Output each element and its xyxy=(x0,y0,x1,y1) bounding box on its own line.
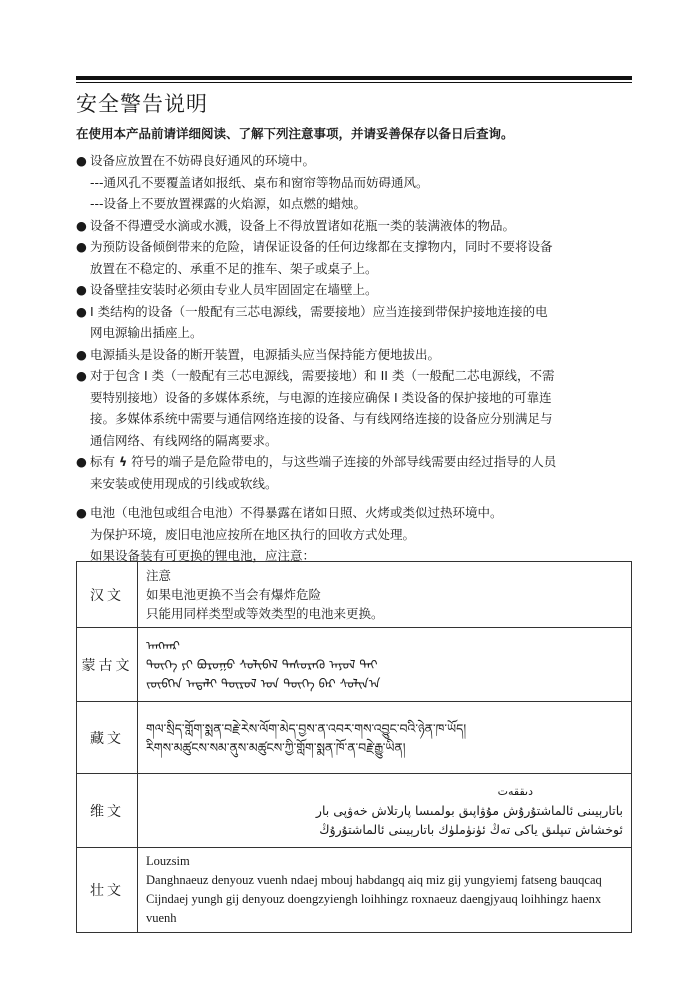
table-row xyxy=(77,774,632,848)
language-label: 藏文 xyxy=(77,702,138,774)
battery-warning-table xyxy=(76,561,632,933)
top-rule-thin xyxy=(76,82,632,83)
page-title: 安全警告说明 xyxy=(76,92,208,116)
warning-text: دىققەت باتارېيىنى ئالماشتۇرۇش مۇۋاپىق بولمىسا پارتلاش خەۋپى بار ئوخشاش تىپلىق ياكى تەڭ ئۈنۈملۈك باتارېيىنى ئالماشتۇرۇڭ xyxy=(138,774,632,848)
list-item: ● 对于包含 I 类（一般配有三芯电源线，需要接地）和 II 类（一般配二芯电源线，不需 要特别接地）设备的多媒体系统，与电源的连接应确保 I 类设备的保护接地的可靠连 接。多媒体系统中需要与通信网络连接的设备、与有线网络连接的设备应分别满足与 通信网络、有线网络的隔离要求。 xyxy=(76,365,636,451)
list-item: ● 设备不得遭受水滴或水溅，设备上不得放置诸如花瓶一类的装满液体的物品。 xyxy=(76,215,636,237)
list-subitem: ---通风孔不要覆盖诸如报纸、桌布和窗帘等物品而妨碍通风。 xyxy=(90,174,429,190)
language-label: 蒙古文 xyxy=(77,628,138,702)
list-item: ● 为预防设备倾倒带来的危险，请保证设备的任何边缘都在支撑物内，同时不要将设备 放置在不稳定的、承重不足的推车、架子或桌子上。 xyxy=(76,236,636,279)
warning-text: གལ་སྲིད་གློག་སྨན་བརྗེ་རེས་ལོག་མེད་བྱས་ན་འབར་གས་འབྱུང་བའི་ཉེན་ཁ་ཡོད། རིགས་མཚུངས་སམ་ནུས་མཚུངས་ཀྱི་གློག་སྨན་ཁོ་ན་བརྗེ་རྒྱུ་ཡིན། xyxy=(138,702,632,774)
bullet-icon: ● xyxy=(76,239,87,254)
table-row xyxy=(77,562,632,628)
language-label: 维文 xyxy=(77,774,138,848)
bullet-icon: ● xyxy=(76,282,87,297)
table-row xyxy=(77,702,632,774)
list-item: ● 电池（电池包或组合电池）不得暴露在诸如日照、火烤或类似过热环境中。 为保护环境，废旧电池应按所在地区执行的回收方式处理。 如果设备装有可更换的锂电池，应注意： xyxy=(76,502,636,567)
list-item: ● 标有 ϟ 符号的端子是危险带电的，与这些端子连接的外部导线需要由经过指导的人员 来安装或使用现成的引线或软线。 xyxy=(76,451,636,494)
list-item: ● 设备壁挂安装时必须由专业人员牢固固定在墙壁上。 xyxy=(76,279,636,301)
warning-list xyxy=(76,150,636,567)
bullet-icon: ● xyxy=(76,454,87,469)
bullet-icon: ● xyxy=(76,153,87,168)
bullet-icon: ● xyxy=(76,505,87,520)
table-row xyxy=(77,628,632,702)
bullet-icon: ● xyxy=(76,217,87,233)
table-row xyxy=(77,848,632,933)
warning-text: ᠠᠩᠬᠠᠷ ᠲᠦᠭᠡ ᠶᠢ ᠪᠤᠷᠤᠭᠤ ᠰᠣᠯᠢᠪᠠᠯ ᠲᠡᠰᠦᠷᠡᠬᠦ ᠠᠶᠤᠯ ᠲᠠᠢ ᠵᠥᠪᠬᠡᠨ ᠠᠳᠠᠯᠢ ᠲᠦᠷᠦᠯ ᠤᠨ ᠲᠦᠭᠡ ᠪᠡᠷ ᠰᠣᠯᠢᠨ᠎ᠠ xyxy=(138,628,632,702)
language-label: 汉文 xyxy=(77,562,138,628)
bullet-icon: ● xyxy=(76,303,87,319)
language-label: 壮文 xyxy=(77,848,138,933)
list-item: ● I 类结构的设备（一般配有三芯电源线，需要接地）应当连接到带保护接地连接的电 网电源输出插座上。 xyxy=(76,301,636,344)
bullet-icon: ● xyxy=(76,346,87,362)
top-rule-thick xyxy=(76,76,632,80)
warning-text: Louzsim Danghnaeuz denyouz vuenh ndaej mbouj habdangq aiq miz gij yungyiemj fatseng bauqcaq Cijndaej yungh gij denyouz doengzyiengh loihhingz roxnaeuz daengjyauq loihhingz haenx vuenh xyxy=(138,848,632,933)
intro-text: 在使用本产品前请详细阅读、了解下列注意事项，并请妥善保存以备日后查询。 xyxy=(76,126,514,141)
lightning-icon: ϟ xyxy=(119,454,128,469)
list-item: ● 设备应放置在不妨碍良好通风的环境中。 xyxy=(76,150,636,172)
warning-text: 注意 如果电池更换不当会有爆炸危险 只能用同样类型或等效类型的电池来更换。 xyxy=(138,562,632,628)
bullet-icon: ● xyxy=(76,368,87,383)
list-subitem: ---设备上不要放置裸露的火焰源，如点燃的蜡烛。 xyxy=(90,196,367,211)
list-item: ● 电源插头是设备的断开装置，电源插头应当保持能方便地拔出。 xyxy=(76,344,636,366)
